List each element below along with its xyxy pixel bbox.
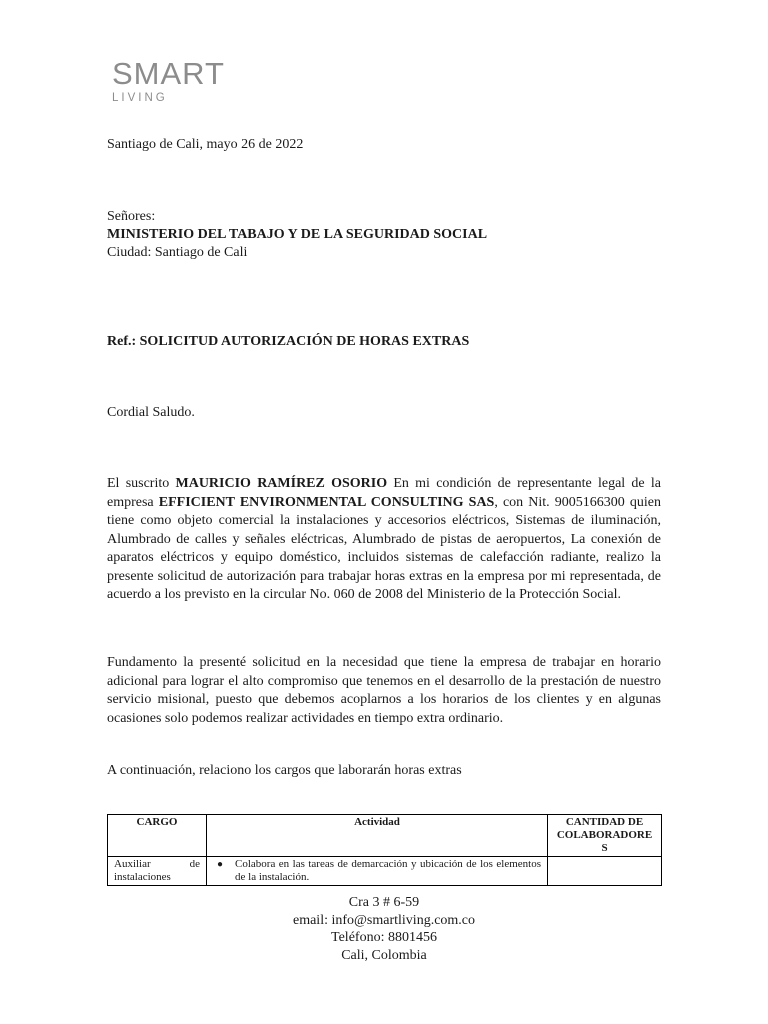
p1-lead: El suscrito [107, 476, 176, 491]
header-actividad: Actividad [207, 815, 548, 857]
header-cargo: CARGO [108, 815, 207, 857]
logo-main-text: SMART [112, 56, 225, 91]
company-name: EFFICIENT ENVIRONMENTAL CONSULTING SAS [158, 494, 495, 510]
activity-item [217, 858, 541, 884]
cargos-table [107, 814, 662, 886]
footer-email: email: info@smartliving.com.co [292, 912, 476, 928]
table-row [108, 857, 662, 886]
footer-address: Cra 3 # 6-59 [348, 895, 420, 910]
cell-cargo: Auxiliar de instalaciones [108, 857, 207, 886]
cell-cantidad [548, 857, 662, 886]
activity-text: Colabora en las tareas de demarcación y ubicación de los elementos de la instalación. [235, 858, 541, 883]
bullet-icon: ● [217, 859, 224, 870]
letter-date: Santiago de Cali, mayo 26 de 2022 [107, 137, 304, 152]
letter-footer [0, 894, 768, 964]
header-cantidad: CANTIDAD DE COLABORADORE S [548, 815, 662, 857]
paragraph-representation [107, 475, 661, 605]
footer-phone: Teléfono: 8801456 [331, 930, 437, 945]
p1-mid: En mi condición de representante legal de la empresa [107, 476, 662, 510]
company-logo [112, 58, 225, 104]
p1-rest: , con Nit. 9005166300 quien tiene como objeto comercial la instalaciones y accesorios eléctricos, Sistemas de iluminación, Alumbrado de calles y señales eléctricas, Alumbrado de pistas de aeropuertos, La conexión de aparatos eléctricos y equipo doméstico, incluidos sistemas de calefacción radiante, realizo la presente solicitud de autorización para trabajar horas extras en la empresa por mi representada, de acuerdo a los previsto en la circular No. 060 de 2008 del Ministerio de la Protección Social. [107, 494, 661, 602]
recipient-salutation: Señores: [107, 209, 156, 224]
greeting: Cordial Saludo. [107, 405, 195, 420]
table-header-row [108, 815, 662, 857]
cell-actividad [207, 857, 548, 886]
signer-name: MAURICIO RAMÍREZ OSORIO [175, 476, 388, 491]
table-intro: A continuación, relaciono los cargos que laborarán horas extras [107, 763, 462, 778]
paragraph-justification: Fundamento la presenté solicitud en la necesidad que tiene la empresa de trabajar en horario adicional para lograr el alto compromiso que tenemos en el desarrollo de la prestación de nuestro servicio misional, puesto que debemos acoplarnos a los horarios de los clientes y en algunas ocasiones solo podemos realizar actividades en tiempo extra ordinario. [107, 655, 661, 726]
reference-line: Ref.: SOLICITUD AUTORIZACIÓN DE HORAS EXTRAS [107, 334, 470, 349]
recipient-name: MINISTERIO DEL TABAJO Y DE LA SEGURIDAD SOCIAL [107, 227, 488, 242]
recipient-city: Ciudad: Santiago de Cali [107, 245, 248, 260]
logo-sub-text: LIVING [112, 92, 168, 104]
footer-city: Cali, Colombia [341, 947, 427, 963]
